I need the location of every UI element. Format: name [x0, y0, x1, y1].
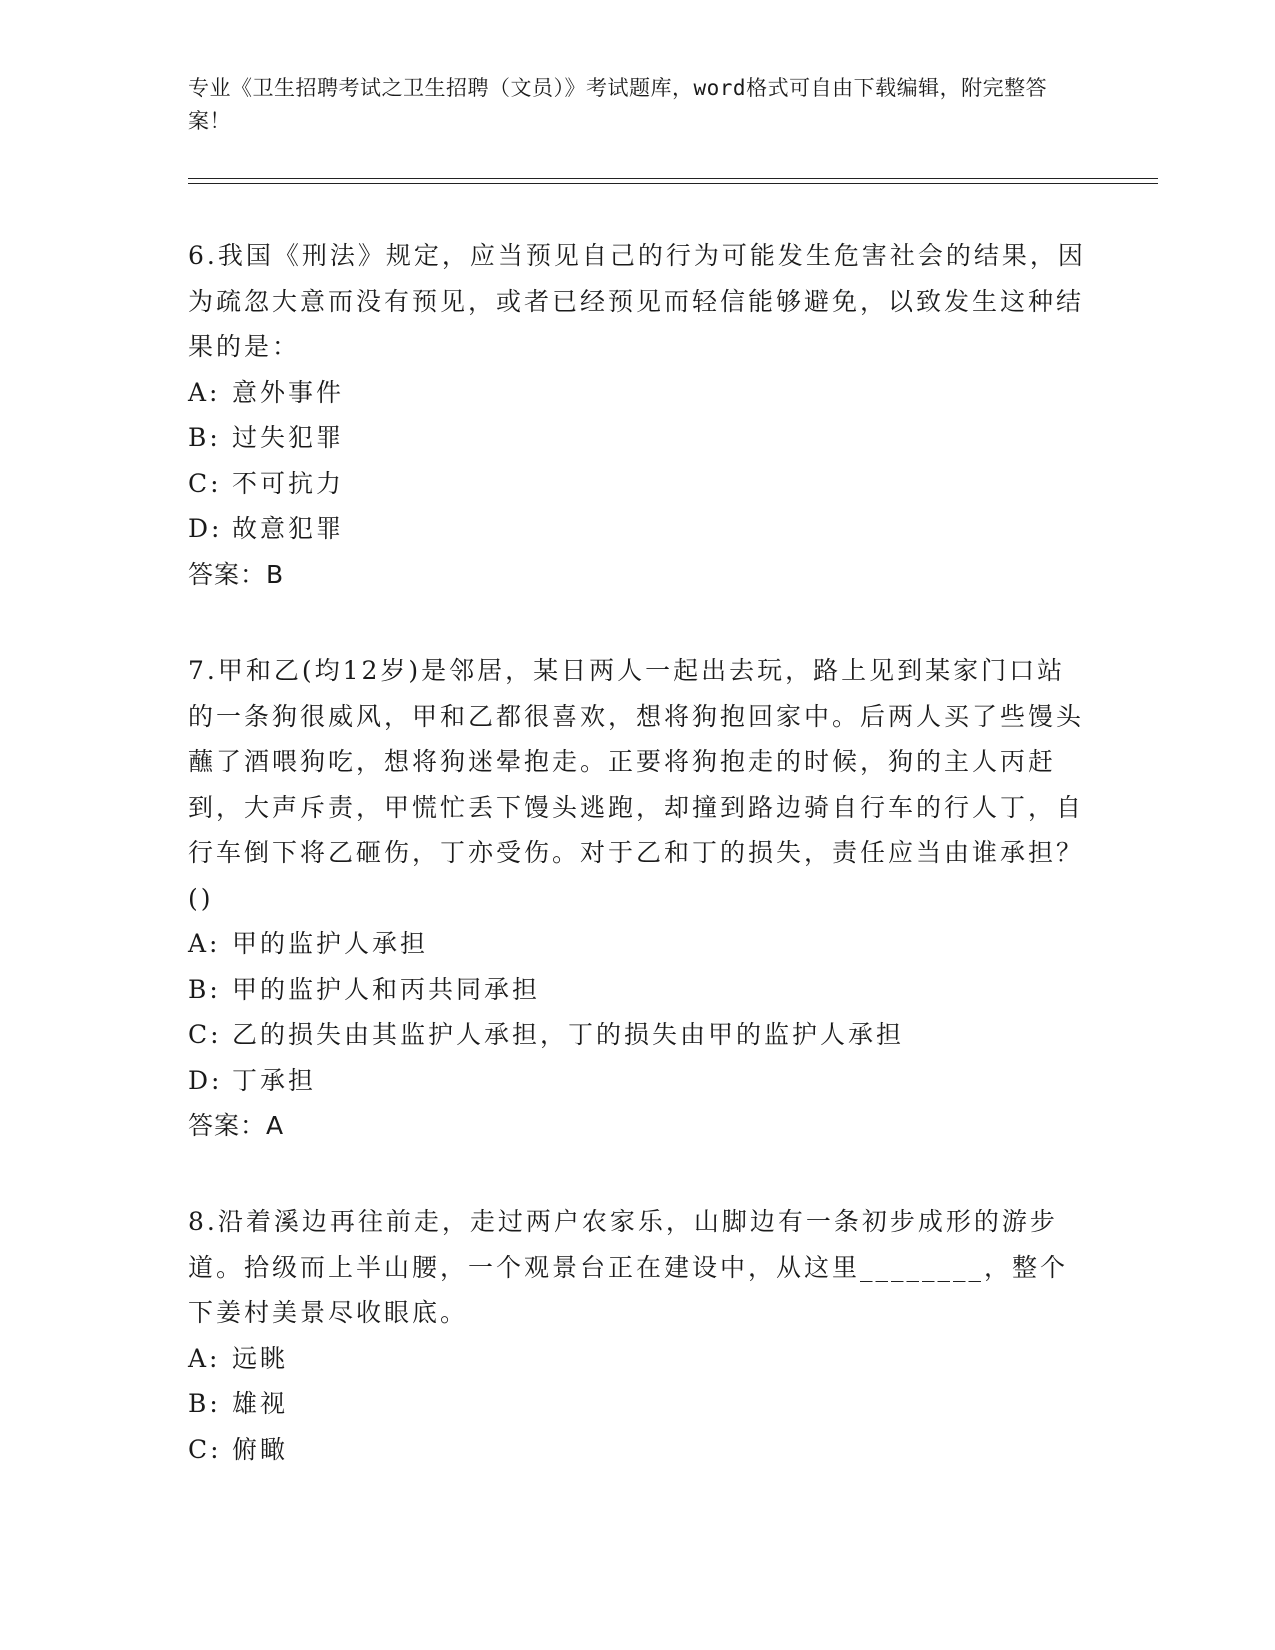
option-text: 远眺 — [232, 1343, 289, 1373]
option-text: 甲的监护人承担 — [232, 929, 429, 958]
option-a — [188, 370, 1088, 416]
option-key: C: — [188, 1020, 222, 1049]
header-divider-bottom — [188, 183, 1158, 184]
option-text: 意外事件 — [232, 377, 345, 407]
question-8 — [188, 1199, 1088, 1472]
answer-line: 答案：A — [188, 1111, 285, 1140]
option-key: A: — [188, 929, 221, 958]
option-text: 甲的监护人和丙共同承担 — [232, 974, 541, 1004]
option-key: D: — [188, 1065, 223, 1095]
answer-line: 答案：B — [188, 559, 285, 589]
question-6 — [188, 233, 1088, 597]
option-text: 过失犯罪 — [232, 423, 345, 452]
option-c — [188, 1012, 1088, 1058]
document-header: 专业《卫生招聘考试之卫生招聘（文员）》考试题库，word格式可自由下载编辑，附完整答案！ — [188, 76, 1048, 133]
option-key: B: — [188, 423, 221, 452]
option-d — [188, 1058, 1088, 1104]
option-b — [188, 415, 1088, 461]
option-text: 不可抗力 — [232, 468, 345, 498]
question-stem: 7.甲和乙(均12岁)是邻居，某日两人一起出去玩，路上见到某家门口站的一条狗很威风，甲和乙都很喜欢，想将狗抱回家中。后两人买了些馒头蘸了酒喂狗吃，想将狗迷晕抱走。正要将狗抱走的时候，狗的主人丙赶到，大声斥责，甲慌忙丢下馒头逃跑，却撞到路边骑自行车的行人丁，自行车倒下将乙砸伤，丁亦受伤。对于乙和丁的损失，责任应当由谁承担？() — [188, 656, 1085, 913]
option-c — [188, 1427, 1088, 1473]
option-a — [188, 921, 1088, 967]
question-stem: 6.我国《刑法》规定，应当预见自己的行为可能发生危害社会的结果，因为疏忽大意而没有预见，或者已经预见而轻信能够避免，以致发生这种结果的是： — [188, 241, 1086, 361]
option-key: B: — [188, 974, 221, 1004]
option-text: 雄视 — [232, 1389, 289, 1418]
question-7 — [188, 648, 1088, 1149]
option-key: D: — [188, 514, 223, 543]
option-key: C: — [188, 468, 222, 498]
option-text: 乙的损失由其监护人承担，丁的损失由甲的监护人承担 — [232, 1020, 905, 1049]
option-b — [188, 1381, 1088, 1427]
option-text: 丁承担 — [232, 1065, 317, 1095]
option-text: 俯瞰 — [232, 1434, 289, 1464]
option-a — [188, 1336, 1088, 1382]
option-key: A: — [188, 1343, 221, 1373]
option-text: 故意犯罪 — [232, 514, 345, 543]
option-b — [188, 967, 1088, 1013]
question-stem: 8.沿着溪边再往前走，走过两户农家乐，山脚边有一条初步成形的游步道。拾级而上半山腰，一个观景台正在建设中，从这里________，整个下姜村美景尽收眼底。 — [188, 1207, 1069, 1327]
option-key: B: — [188, 1389, 221, 1418]
option-c — [188, 461, 1088, 507]
option-key: A: — [188, 377, 221, 407]
header-divider-top — [188, 178, 1158, 179]
option-key: C: — [188, 1434, 222, 1464]
option-d — [188, 506, 1088, 552]
